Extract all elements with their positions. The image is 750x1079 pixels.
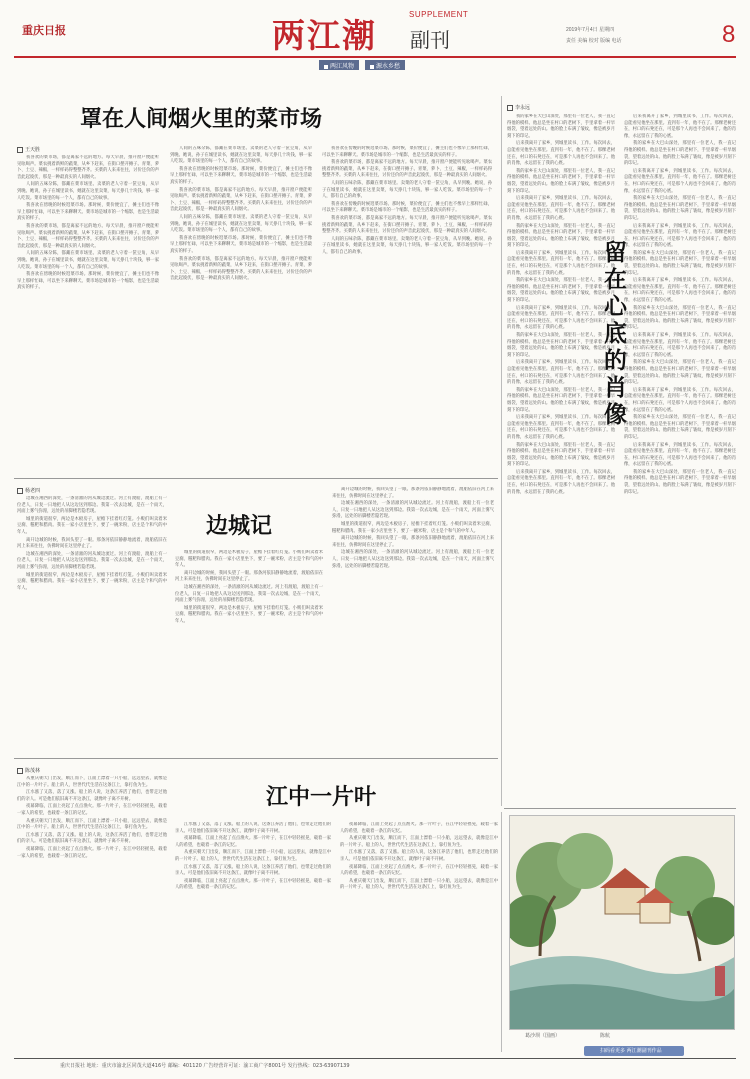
column-divider — [501, 812, 502, 1052]
date-line: 2019年7月4日 星期四 — [566, 27, 615, 33]
leaf-headline: 江中一片叶 — [266, 784, 377, 810]
market-paragraph: 我喜欢的菜市场，都是离家不远的地方。每天早晨，推开窗户便能听见吆喝声。菜农挑着新鲜的蔬菜，从乡下赶来，在街口摆开摊子。青菜、萝卜、土豆、辣椒，一样样码得整整齐齐。买菜的人来来往往，讨价还价的声音此起彼伏，那是一种最真实的人间烟火。 — [170, 256, 312, 282]
border-paragraph: 离开边城的时候，我回头望了一眼。那条河依旧静静地流着，渡船依旧在河上来来往往，仿佛时间在这里停止了。 — [332, 536, 494, 548]
portrait-paragraph: 后来我离开了家乡，到城里读书、工作。每次回去，总能看见他坐在那里。直到有一年，他不在了。那棵老树还在，村口的石凳还在，可是那个人再也不会回来了。他的肖像，永远留在了我的心底。 — [624, 387, 736, 413]
leaf-paragraph: 夜幕降临，江面上亮起了点点渔火。那一片叶子，在江中轻轻摇晃，载着一家人的希望，也载着一条江的记忆。 — [175, 878, 331, 891]
market-paragraph: 我喜欢的菜市场，都是离家不远的地方。每天早晨，推开窗户便能听见吆喝声。菜农挑着新鲜的蔬菜，从乡下赶来，在街口摆开摊子。青菜、萝卜、土豆、辣椒，一样样码得整整齐齐。买菜的人来来往往，讨价还价的声音此起彼伏，那是一种最真实的人间烟火。 — [17, 155, 159, 180]
portrait-paragraph: 我的家乡在大巴山深处，那里有一位老人，我一直记得他的模样。他总是坐在村口的老树下，手里拿着一杆旱烟袋，望着远处的山。他的脸上布满了皱纹，像是被岁月刻下的印记。 — [624, 305, 736, 331]
portrait-paragraph: 我的家乡在大巴山深处，那里有一位老人，我一直记得他的模样。他总是坐在村口的老树下，手里拿着一杆旱烟袋，望着远处的山。他的脸上布满了皱纹，像是被岁月刻下的印记。 — [507, 168, 615, 194]
market-col-3 — [322, 146, 492, 470]
divider — [504, 808, 736, 809]
leaf-paragraph: 从重庆朝天门出发，顺江而下，江面上漂着一只小船，远远望去，就像是江中的一片叶子。船上的人，世世代代生活在这条江上，靠打鱼为生。 — [340, 878, 498, 891]
border-col-3 — [332, 487, 494, 748]
border-paragraph: 边城在湘西的深处，一条清澈的河从城边流过。河上有渡船，渡船上有一位老人，日复一日地把人从这边送到那边。我第一次去边城，是在一个雨天，河面上雾气弥漫，远处的吊脚楼若隐若现。 — [332, 550, 494, 569]
market-paragraph: 我喜欢的菜市场，都是离家不远的地方。每天早晨，推开窗户便能听见吆喝声。菜农挑着新鲜的蔬菜，从乡下赶来，在街口摆开摊子。青菜、萝卜、土豆、辣椒，一样样码得整整齐齐。买菜的人来来往往，讨价还价的声音此起彼伏，那是一种最真实的人间烟火。 — [322, 215, 492, 235]
portrait-paragraph: 后来我离开了家乡，到城里读书、工作。每次回去，总能看见他坐在那里。直到有一年，他不在了。那棵老树还在，村口的石凳还在，可是那个人再也不会回来了。他的肖像，永远留在了我的心底。 — [624, 168, 736, 194]
portrait-paragraph: 我的家乡在大巴山深处，那里有一位老人，我一直记得他的模样。他总是坐在村口的老树下，手里拿着一杆旱烟袋，望着远处的山。他的脸上布满了皱纹，像是被岁月刻下的印记。 — [624, 415, 736, 440]
market-paragraph: 我喜欢的菜市场，都是离家不远的地方。每天早晨，推开窗户便能听见吆喝声。菜农挑着新鲜的蔬菜，从乡下赶来，在街口摆开摊子。青菜、萝卜、土豆、辣椒，一样样码得整整齐齐。买菜的人来来往往，讨价还价的声音此起彼伏，那是一种最真实的人间烟火。 — [17, 223, 159, 249]
supplement-brand: 两江潮 — [272, 16, 377, 55]
border-paragraph: 城里的街道很窄，两边是木板房子，屋檐下挂着红灯笼。小贩们叫卖着米豆腐、糍粑和腊肉。我在一家小店里坐下，要了一碗米粉，店主是个和气的中年人。 — [175, 550, 323, 569]
portrait-paragraph: 后来我离开了家乡，到城里读书、工作。每次回去，总能看见他坐在那里。直到有一年，他不在了。那棵老树还在，村口的石凳还在，可是那个人再也不会回来了。他的肖像，永远留在了我的心底。 — [507, 305, 615, 331]
market-byline: 王天胜 — [17, 146, 40, 153]
leaf-paragraph: 从重庆朝天门出发，顺江而下，江面上漂着一只小船，远远望去，就像是江中的一片叶子。船上的人，世世代代生活在这条江上，靠打鱼为生。 — [17, 818, 167, 831]
market-paragraph: 我喜欢在傍晚的时候逛菜市场。那时候，菜价便宜了，摊主们也不像早上那样忙碌，可以坐下来聊聊天。菜市场是城市的一个缩影，也是生活最真实的样子。 — [17, 272, 159, 291]
leaf-paragraph: 夜幕降临，江面上亮起了点点渔火。那一片叶子，在江中轻轻摇晃，载着一家人的希望，也载着一条江的记忆。 — [340, 822, 498, 834]
portrait-paragraph: 后来我离开了家乡，到城里读书、工作。每次回去，总能看见他坐在那里。直到有一年，他不在了。那棵老树还在，村口的石凳还在，可是那个人再也不会回来了。他的肖像，永远留在了我的心底。 — [507, 415, 615, 440]
border-col-2 — [175, 550, 323, 748]
portrait-paragraph: 我的家乡在大巴山深处，那里有一位老人，我一直记得他的模样。他总是坐在村口的老树下，手里拿着一杆旱烟袋，望着远处的山。他的脸上布满了皱纹，像是被岁月刻下的印记。 — [507, 442, 615, 468]
leaf-paragraph: 江水涨了又落，落了又涨。船上的人说，这条江养活了他们，也带走过他们的亲人。可是他们依旧离不开这条江，就像叶子离不开树。 — [175, 864, 331, 877]
footer-rule — [14, 1058, 736, 1059]
border-paragraph: 边城在湘西的深处，一条清澈的河从城边流过。河上有渡船，渡船上有一位老人，日复一日地把人从这边送到那边。我第一次去边城，是在一个雨天，河面上雾气弥漫，远处的吊脚楼若隐若现。 — [332, 501, 494, 520]
section-tab[interactable] — [319, 60, 359, 70]
masthead — [0, 0, 750, 70]
portrait-paragraph: 后来我离开了家乡，到城里读书、工作。每次回去，总能看见他坐在那里。直到有一年，他不在了。那棵老树还在，村口的石凳还在，可是那个人再也不会回来了。他的肖像，永远留在了我的心底。 — [624, 114, 736, 139]
border-byline: 杨老四 — [17, 487, 40, 494]
portrait-paragraph: 我的家乡在大巴山深处，那里有一位老人，我一直记得他的模样。他总是坐在村口的老树下，手里拿着一杆旱烟袋，望着远处的山。他的脸上布满了皱纹，像是被岁月刻下的印记。 — [507, 114, 615, 139]
border-paragraph: 边城在湘西的深处，一条清澈的河从城边流过。河上有渡船，渡船上有一位老人，日复一日地把人从这边送到那边。我第一次去边城，是在一个雨天，河面上雾气弥漫，远处的吊脚楼若隐若现。 — [175, 584, 323, 604]
portrait-paragraph: 我的家乡在大巴山深处，那里有一位老人，我一直记得他的模样。他总是坐在村口的老树下，手里拿着一杆旱烟袋，望着远处的山。他的脸上布满了皱纹，像是被岁月刻下的印记。 — [507, 387, 615, 413]
border-paragraph: 城里的街道很窄，两边是木板房子，屋檐下挂着红灯笼。小贩们叫卖着米豆腐、糍粑和腊肉。我在一家小店里坐下，要了一碗米粉，店主是个和气的中年人。 — [332, 521, 494, 534]
border-col-1 — [17, 496, 167, 748]
leaf-paragraph: 夜幕降临，江面上亮起了点点渔火。那一片叶子，在江中轻轻摇晃，载着一家人的希望，也载着一条江的记忆。 — [17, 804, 167, 816]
painting-illustration — [510, 816, 735, 1030]
painting-artist: 陈航 — [600, 1033, 611, 1039]
market-paragraph: 我喜欢在傍晚的时候逛菜市场。那时候，菜价便宜了，摊主们也不像早上那样忙碌，可以坐下来聊聊天。菜市场是城市的一个缩影，也是生活最真实的样子。 — [322, 201, 492, 214]
market-paragraph: 我喜欢在傍晚的时候逛菜市场。那时候，菜价便宜了，摊主们也不像早上那样忙碌，可以坐下来聊聊天。菜市场是城市的一个缩影，也是生活最真实的样子。 — [170, 235, 312, 254]
border-paragraph: 离开边城的时候，我回头望了一眼。那条河依旧静静地流着，渡船依旧在河上来来往往，仿佛时间在这里停止了。 — [175, 570, 323, 583]
portrait-col-2 — [624, 114, 736, 804]
leaf-paragraph: 从重庆朝天门出发，顺江而下，江面上漂着一只小船，远远望去，就像是江中的一片叶子。船上的人，世世代代生活在这条江上，靠打鱼为生。 — [17, 776, 167, 788]
portrait-paragraph: 后来我离开了家乡，到城里读书、工作。每次回去，总能看见他坐在那里。直到有一年，他不在了。那棵老树还在，村口的石凳还在，可是那个人再也不会回来了。他的肖像，永远留在了我的心底。 — [624, 333, 736, 358]
leaf-paragraph: 江水涨了又落，落了又涨。船上的人说，这条江养活了他们，也带走过他们的亲人。可是他们依旧离不开这条江，就像叶子离不开树。 — [17, 790, 167, 802]
border-paragraph: 城里的街道很窄，两边是木板房子，屋檐下挂着红灯笼。小贩们叫卖着米豆腐、糍粑和腊肉。我在一家小店里坐下，要了一碗米粉，店主是个和气的中年人。 — [17, 516, 167, 535]
border-paragraph: 城里的街道很窄，两边是木板房子，屋檐下挂着红灯笼。小贩们叫卖着米豆腐、糍粑和腊肉。我在一家小店里坐下，要了一碗米粉，店主是个和气的中年人。 — [175, 605, 323, 624]
market-paragraph: 我喜欢在傍晚的时候逛菜市场。那时候，菜价便宜了，摊主们也不像早上那样忙碌，可以坐下来聊聊天。菜市场是城市的一个缩影，也是生活最真实的样子。 — [170, 166, 312, 185]
border-paragraph: 离开边城的时候，我回头望了一眼。那条河依旧静静地流着，渡船依旧在河上来来往往，仿佛时间在这里停止了。 — [17, 537, 167, 550]
portrait-paragraph: 我的家乡在大巴山深处，那里有一位老人，我一直记得他的模样。他总是坐在村口的老树下，手里拿着一杆旱烟袋，望着远处的山。他的脸上布满了皱纹，像是被岁月刻下的印记。 — [624, 196, 736, 221]
portrait-paragraph: 我的家乡在大巴山深处，那里有一位老人，我一直记得他的模样。他总是坐在村口的老树下，手里拿着一杆旱烟袋，望着远处的山。他的脸上布满了皱纹，像是被岁月刻下的印记。 — [624, 360, 736, 386]
section-title: 副刊 — [410, 28, 450, 52]
market-paragraph: 人间的五味杂陈，都藏在菜市场里。卖菜的老人守着一筐豆角，从早到晚。她说，孙子在城里读书，她就在这里卖菜，每天挣几十块钱，够一家人吃饭。菜市场里的每一个人，都有自己的故事。 — [322, 236, 492, 255]
market-paragraph: 人间的五味杂陈，都藏在菜市场里。卖菜的老人守着一筐豆角，从早到晚。她说，孙子在城里读书，她就在这里卖菜，每天挣几十块钱，够一家人吃饭。菜市场里的每一个人，都有自己的故事。 — [17, 182, 159, 201]
market-paragraph: 人间的五味杂陈，都藏在菜市场里。卖菜的老人守着一筐豆角，从早到晚。她说，孙子在城里读书，她就在这里卖菜，每天挣几十块钱，够一家人吃饭。菜市场里的每一个人，都有自己的故事。 — [170, 146, 312, 165]
market-paragraph: 我喜欢的菜市场，都是离家不远的地方。每天早晨，推开窗户便能听见吆喝声。菜农挑着新鲜的蔬菜，从乡下赶来，在街口摆开摊子。青菜、萝卜、土豆、辣椒，一样样码得整整齐齐。买菜的人来来往往，讨价还价的声音此起彼伏，那是一种最真实的人间烟火。 — [322, 160, 492, 179]
editor-line: 责任 美编 校对 版编 电话 — [566, 38, 622, 44]
divider — [14, 478, 498, 479]
portrait-paragraph: 后来我离开了家乡，到城里读书、工作。每次回去，总能看见他坐在那里。直到有一年，他不在了。那棵老树还在，村口的石凳还在，可是那个人再也不会回来了。他的肖像，永远留在了我的心底。 — [624, 223, 736, 249]
portrait-paragraph: 我的家乡在大巴山深处，那里有一位老人，我一直记得他的模样。他总是坐在村口的老树下，手里拿着一杆旱烟袋，望着远处的山。他的脸上布满了皱纹，像是被岁月刻下的印记。 — [624, 141, 736, 167]
column-divider — [501, 96, 502, 806]
leaf-paragraph: 夜幕降临，江面上亮起了点点渔火。那一片叶子，在江中轻轻摇晃，载着一家人的希望，也载着一条江的记忆。 — [340, 864, 498, 877]
market-paragraph: 人间的五味杂陈，都藏在菜市场里。卖菜的老人守着一筐豆角，从早到晚。她说，孙子在城里读书，她就在这里卖菜，每天挣几十块钱，够一家人吃饭。菜市场里的每一个人，都有自己的故事。 — [17, 251, 159, 270]
leaf-byline: 陈茂林 — [17, 767, 40, 774]
paper-name: 重庆日报 — [22, 24, 66, 37]
leaf-paragraph: 江水涨了又落，落了又涨。船上的人说，这条江养活了他们，也带走过他们的亲人。可是他们依旧离不开这条江，就像叶子离不开树。 — [340, 850, 498, 862]
section-tab-label: 两江风物 — [330, 63, 355, 70]
border-paragraph: 城里的街道很窄，两边是木板房子，屋檐下挂着红灯笼。小贩们叫卖着米豆腐、糍粑和腊肉。我在一家小店里坐下，要了一碗米粉，店主是个和气的中年人。 — [17, 572, 167, 591]
leaf-paragraph: 江水涨了又落，落了又涨。船上的人说，这条江养活了他们，也带走过他们的亲人。可是他们依旧离不开这条江，就像叶子离不开树。 — [175, 822, 331, 834]
portrait-paragraph: 我的家乡在大巴山深处，那里有一位老人，我一直记得他的模样。他总是坐在村口的老树下，手里拿着一杆旱烟袋，望着远处的山。他的脸上布满了皱纹，像是被岁月刻下的印记。 — [507, 333, 615, 358]
qr-banner-text: 扫码看更多 两江潮副刊作品 — [600, 1048, 662, 1054]
market-col-2 — [170, 146, 312, 470]
portrait-paragraph: 后来我离开了家乡，到城里读书、工作。每次回去，总能看见他坐在那里。直到有一年，他不在了。那棵老树还在，村口的石凳还在，可是那个人再也不会回来了。他的肖像，永远留在了我的心底。 — [507, 360, 615, 386]
portrait-paragraph: 后来我离开了家乡，到城里读书、工作。每次回去，总能看见他坐在那里。直到有一年，他不在了。那棵老树还在，村口的石凳还在，可是那个人再也不会回来了。他的肖像，永远留在了我的心底。 — [624, 442, 736, 468]
leaf-paragraph: 从重庆朝天门出发，顺江而下，江面上漂着一只小船，远远望去，就像是江中的一片叶子。船上的人，世世代代生活在这条江上，靠打鱼为生。 — [175, 850, 331, 862]
market-paragraph: 人间的五味杂陈，都藏在菜市场里。卖菜的老人守着一筐豆角，从早到晚。她说，孙子在城里读书，她就在这里卖菜，每天挣几十块钱，够一家人吃饭。菜市场里的每一个人，都有自己的故事。 — [322, 180, 492, 200]
section-tab-label: 源水乡愁 — [376, 63, 401, 70]
portrait-paragraph: 后来我离开了家乡，到城里读书、工作。每次回去，总能看见他坐在那里。直到有一年，他不在了。那棵老树还在，村口的石凳还在，可是那个人再也不会回来了。他的肖像，永远留在了我的心底。 — [507, 196, 615, 221]
masthead-rule — [14, 56, 736, 58]
portrait-paragraph: 后来我离开了家乡，到城里读书、工作。每次回去，总能看见他坐在那里。直到有一年，他不在了。那棵老树还在，村口的石凳还在，可是那个人再也不会回来了。他的肖像，永远留在了我的心底。 — [507, 250, 615, 276]
section-tab[interactable] — [365, 60, 405, 70]
border-headline: 边城记 — [206, 513, 273, 539]
market-paragraph: 我喜欢在傍晚的时候逛菜市场。那时候，菜价便宜了，摊主们也不像早上那样忙碌，可以坐下来聊聊天。菜市场是城市的一个缩影，也是生活最真实的样子。 — [17, 203, 159, 222]
border-paragraph: 离开边城的时候，我回头望了一眼。那条河依旧静静地流着，渡船依旧在河上来来往往，仿佛时间在这里停止了。 — [332, 487, 494, 499]
section-tabs — [319, 60, 405, 70]
border-paragraph: 边城在湘西的深处，一条清澈的河从城边流过。河上有渡船，渡船上有一位老人，日复一日地把人从这边送到那边。我第一次去边城，是在一个雨天，河面上雾气弥漫，远处的吊脚楼若隐若现。 — [17, 551, 167, 570]
portrait-paragraph: 后来我离开了家乡，到城里读书、工作。每次回去，总能看见他坐在那里。直到有一年，他不在了。那棵老树还在，村口的石凳还在，可是那个人再也不会回来了。他的肖像，永远留在了我的心底。 — [624, 278, 736, 304]
supplement-label: SUPPLEMENT — [409, 10, 469, 19]
painting-image — [509, 815, 735, 1030]
divider — [14, 758, 498, 759]
market-paragraph: 我喜欢的菜市场，都是离家不远的地方。每天早晨，推开窗户便能听见吆喝声。菜农挑着新鲜的蔬菜，从乡下赶来，在街口摆开摊子。青菜、萝卜、土豆、辣椒，一样样码得整整齐齐。买菜的人来来往往，讨价还价的声音此起彼伏，那是一种最真实的人间烟火。 — [170, 187, 312, 213]
portrait-col-1 — [507, 114, 615, 804]
leaf-col-3 — [340, 822, 498, 1050]
square-icon — [370, 65, 374, 69]
leaf-paragraph: 夜幕降临，江面上亮起了点点渔火。那一片叶子，在江中轻轻摇晃，载着一家人的希望，也载着一条江的记忆。 — [175, 836, 331, 848]
leaf-col-2 — [175, 822, 331, 1050]
portrait-paragraph: 我的家乡在大巴山深处，那里有一位老人，我一直记得他的模样。他总是坐在村口的老树下，手里拿着一杆旱烟袋，望着远处的山。他的脸上布满了皱纹，像是被岁月刻下的印记。 — [507, 278, 615, 304]
market-paragraph: 人间的五味杂陈，都藏在菜市场里。卖菜的老人守着一筐豆角，从早到晚。她说，孙子在城里读书，她就在这里卖菜，每天挣几十块钱，够一家人吃饭。菜市场里的每一个人，都有自己的故事。 — [170, 214, 312, 234]
portrait-headline: 留在心底的肖像 — [600, 240, 627, 429]
market-headline: 罩在人间烟火里的菜市场 — [80, 106, 323, 132]
portrait-paragraph: 我的家乡在大巴山深处，那里有一位老人，我一直记得他的模样。他总是坐在村口的老树下，手里拿着一杆旱烟袋，望着远处的山。他的脸上布满了皱纹，像是被岁月刻下的印记。 — [624, 250, 736, 276]
portrait-paragraph: 我的家乡在大巴山深处，那里有一位老人，我一直记得他的模样。他总是坐在村口的老树下，手里拿着一杆旱烟袋，望着远处的山。他的脸上布满了皱纹，像是被岁月刻下的印记。 — [507, 223, 615, 249]
square-icon — [324, 65, 328, 69]
portrait-paragraph: 后来我离开了家乡，到城里读书、工作。每次回去，总能看见他坐在那里。直到有一年，他不在了。那棵老树还在，村口的石凳还在，可是那个人再也不会回来了。他的肖像，永远留在了我的心底。 — [507, 141, 615, 167]
footer-info: 重庆日报社 地址：重庆市渝北区同茂大道416号 邮编：401120 广告经营许可证：渝工商广字8001号 发行热线：023-63907139 — [60, 1063, 350, 1069]
leaf-paragraph: 从重庆朝天门出发，顺江而下，江面上漂着一只小船，远远望去，就像是江中的一片叶子。船上的人，世世代代生活在这条江上，靠打鱼为生。 — [340, 836, 498, 848]
border-paragraph: 边城在湘西的深处，一条清澈的河从城边流过。河上有渡船，渡船上有一位老人，日复一日地把人从这边送到那边。我第一次去边城，是在一个雨天，河面上雾气弥漫，远处的吊脚楼若隐若现。 — [17, 496, 167, 515]
market-paragraph: 我喜欢在傍晚的时候逛菜市场。那时候，菜价便宜了，摊主们也不像早上那样忙碌，可以坐下来聊聊天。菜市场是城市的一个缩影，也是生活最真实的样子。 — [322, 146, 492, 158]
market-col-1 — [17, 155, 159, 470]
portrait-paragraph: 我的家乡在大巴山深处，那里有一位老人，我一直记得他的模样。他总是坐在村口的老树下，手里拿着一杆旱烟袋，望着远处的山。他的脸上布满了皱纹，像是被岁月刻下的印记。 — [624, 469, 736, 495]
portrait-paragraph: 后来我离开了家乡，到城里读书、工作。每次回去，总能看见他坐在那里。直到有一年，他不在了。那棵老树还在，村口的石凳还在，可是那个人再也不会回来了。他的肖像，永远留在了我的心底。 — [507, 469, 615, 495]
painting-caption: 葛沙坝（国画） — [525, 1033, 561, 1039]
leaf-col-1 — [17, 776, 167, 1050]
leaf-paragraph: 江水涨了又落，落了又涨。船上的人说，这条江养活了他们，也带走过他们的亲人。可是他们依旧离不开这条江，就像叶子离不开树。 — [17, 832, 167, 845]
page-number: 8 — [722, 21, 736, 48]
leaf-paragraph: 夜幕降临，江面上亮起了点点渔火。那一片叶子，在江中轻轻摇晃，载着一家人的希望，也载着一条江的记忆。 — [17, 846, 167, 859]
portrait-byline: 李永远 — [507, 104, 530, 111]
